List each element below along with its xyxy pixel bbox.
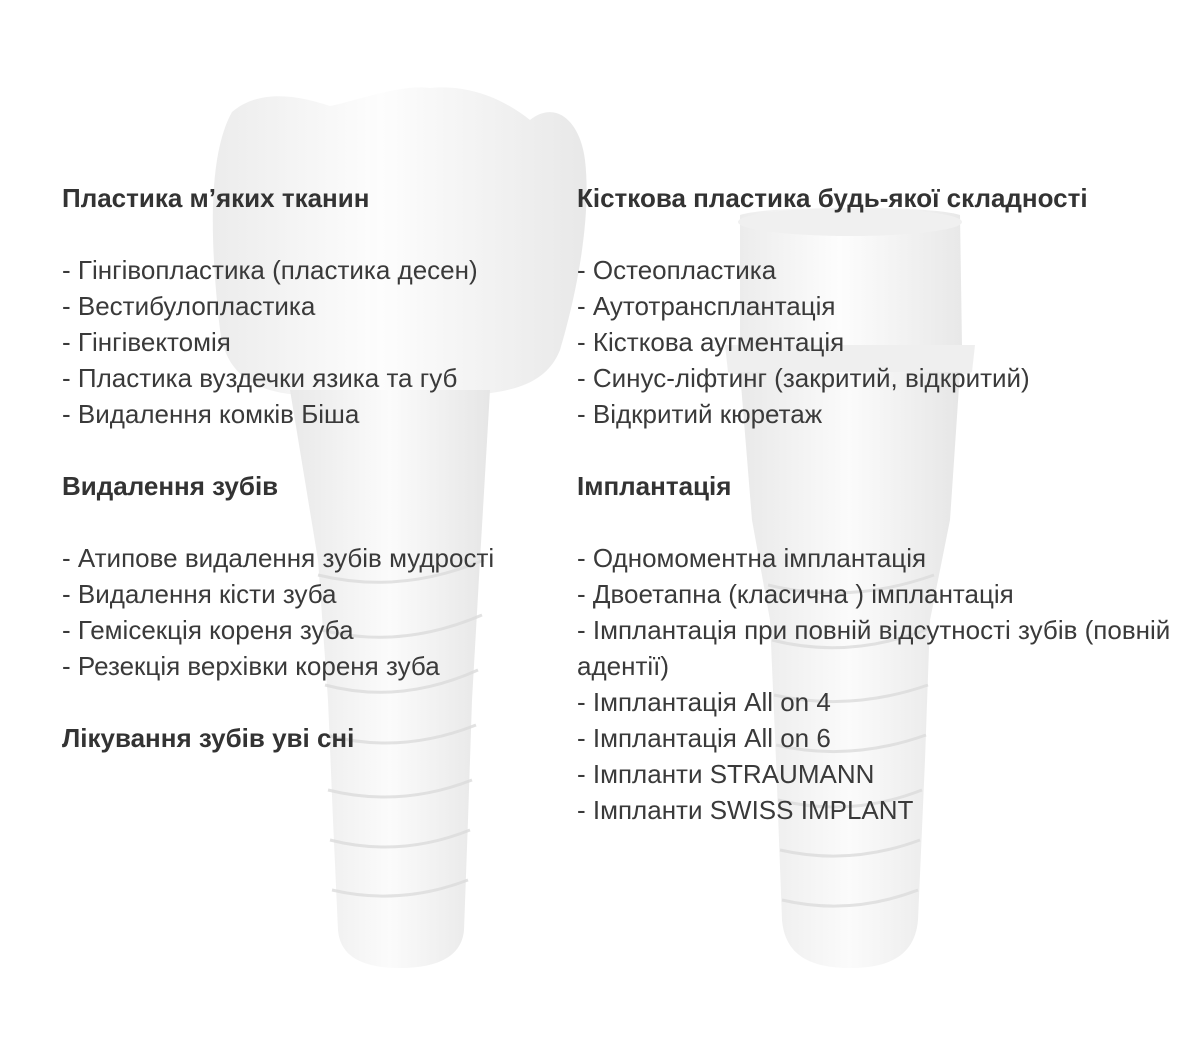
service-list-item: - Резекція верхівки кореня зуба — [62, 651, 440, 681]
service-list — [577, 252, 1187, 432]
section-heading: Видалення зубів — [62, 471, 279, 501]
service-list-item: - Атипове видалення зубів мудрості — [62, 543, 495, 573]
service-section — [577, 468, 1187, 828]
section-heading: Пластика м’яких тканин — [62, 183, 370, 213]
service-list-item: - Імплантація All on 6 — [577, 723, 831, 753]
service-section — [62, 180, 572, 432]
service-section — [577, 180, 1187, 432]
service-list-item: - Вестибулопластика — [62, 291, 316, 321]
service-list-item: - Кісткова аугментація — [577, 327, 845, 357]
service-list — [62, 540, 572, 684]
service-list-item: - Одномоментна імплантація — [577, 543, 927, 573]
service-list-item: - Остеопластика — [577, 255, 777, 285]
service-list-item: - Відкритий кюретаж — [577, 399, 823, 429]
service-list-item: - Аутотрансплантація — [577, 291, 836, 321]
section-heading: Імплантація — [577, 471, 732, 501]
service-list — [62, 252, 572, 432]
service-list — [577, 540, 1187, 828]
service-section — [62, 720, 572, 756]
section-heading: Лікування зубів уві сні — [62, 723, 355, 753]
service-list-item: - Пластика вуздечки язика та губ — [62, 363, 458, 393]
service-list-item: - Гінгівопластика (пластика десен) — [62, 255, 478, 285]
service-list-item: - Імпланти STRAUMANN — [577, 759, 875, 789]
section-heading: Кісткова пластика будь-якої складності — [577, 183, 1088, 213]
service-list-item: - Імпланти SWISS IMPLANT — [577, 795, 914, 825]
service-list-item: - Синус-ліфтинг (закритий, відкритий) — [577, 363, 1030, 393]
left-column — [62, 180, 572, 792]
service-list-item: - Імплантація All on 4 — [577, 687, 831, 717]
service-list-item: - Імплантація при повній відсутності зубів (повній адентії) — [577, 615, 1171, 681]
service-list-item: - Гемісекція кореня зуба — [62, 615, 354, 645]
service-list-item: - Видалення комків Біша — [62, 399, 360, 429]
right-column — [577, 180, 1187, 864]
service-section — [62, 468, 572, 684]
service-list-item: - Двоетапна (класична ) імплантація — [577, 579, 1014, 609]
service-list-item: - Видалення кісти зуба — [62, 579, 337, 609]
service-list-item: - Гінгівектомія — [62, 327, 231, 357]
